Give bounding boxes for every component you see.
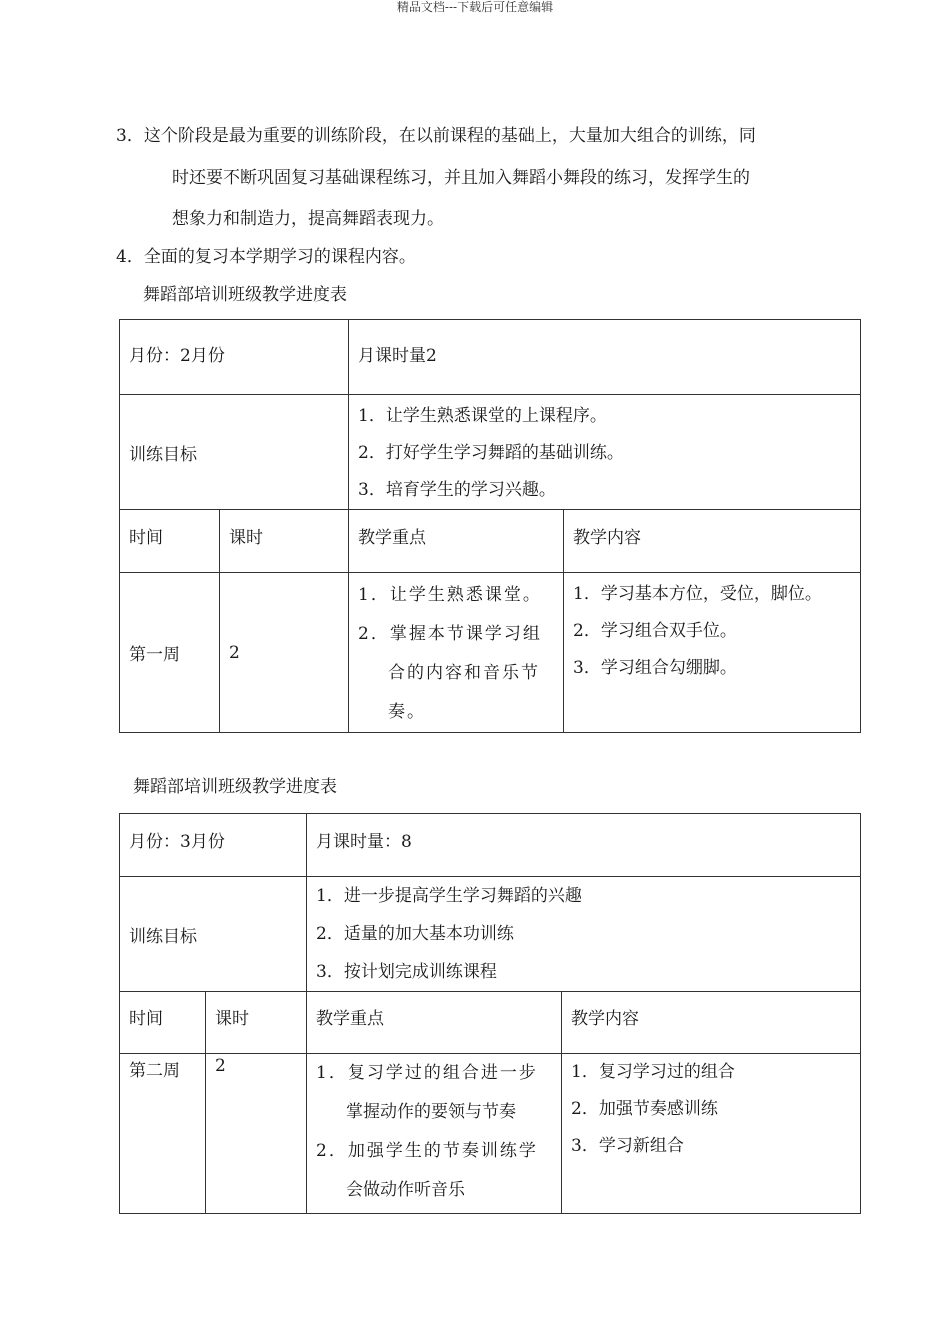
table-row	[120, 1054, 861, 1214]
table1-row-hours-cell	[220, 573, 349, 733]
table1-goal-row	[120, 395, 861, 510]
table1-row-hours: 2	[229, 642, 240, 663]
table1-col-content-cell	[564, 510, 861, 573]
table1-col-hours: 课时	[229, 528, 263, 548]
table2-caption: 舞蹈部培训班级教学进度表	[133, 777, 337, 797]
table2-focus-line: 2．加强学生的节奏训练学	[316, 1141, 538, 1161]
table2-month-row	[120, 814, 861, 877]
table1-col-time: 时间	[129, 528, 163, 548]
table2-col-content-cell	[562, 992, 861, 1054]
table2-week: 第二周	[129, 1061, 180, 1081]
table1-col-focus-cell	[349, 510, 564, 573]
table1-week: 第一周	[129, 645, 180, 665]
table-row	[120, 573, 861, 733]
table1-month-cell	[120, 320, 349, 395]
table2-week-cell	[120, 1054, 206, 1214]
table1-focus-line: 奏。	[388, 702, 427, 722]
table1-focus-line: 1．让学生熟悉课堂。	[358, 585, 542, 605]
table2-col-focus: 教学重点	[316, 1009, 385, 1029]
table2-focus-cell	[307, 1054, 562, 1214]
table1-month-row	[120, 320, 861, 395]
table2-col-hours-cell	[206, 992, 307, 1054]
table1-focus-line: 合的内容和音乐节	[388, 663, 541, 683]
table2-focus-line: 1．复习学过的组合进一步	[316, 1063, 538, 1083]
table2-col-focus-cell	[307, 992, 562, 1054]
table2-content-line: 1．复习学习过的组合	[571, 1062, 735, 1082]
table1-col-focus: 教学重点	[358, 528, 427, 548]
table1-content-line: 1．学习基本方位，受位，脚位。	[573, 584, 822, 604]
table2-col-content: 教学内容	[571, 1009, 640, 1029]
table2-col-hours: 课时	[215, 1009, 249, 1029]
table2-content-line: 3．学习新组合	[571, 1136, 684, 1156]
table1-goals-cell	[349, 395, 861, 510]
paragraph-3-line-2: 时还要不断巩固复习基础课程练习，并且加入舞蹈小舞段的练习，发挥学生的	[172, 168, 750, 188]
table1-col-time-cell	[120, 510, 220, 573]
table1-content-line: 3．学习组合勾绷脚。	[573, 658, 737, 678]
document-header: 精品文档---下载后可任意编辑	[396, 0, 554, 14]
table2-goal-row	[120, 877, 861, 992]
table1-focus-cell	[349, 573, 564, 733]
table1-col-content: 教学内容	[573, 528, 642, 548]
table1-goal-label-cell	[120, 395, 349, 510]
table2-monthly-hours: 月课时量：8	[316, 832, 412, 852]
table2-goals-cell	[307, 877, 861, 992]
table2-focus-line: 会做动作听音乐	[346, 1180, 466, 1200]
schedule-table-march	[119, 813, 861, 1214]
table1-week-cell	[120, 573, 220, 733]
table2-hours-cell	[307, 814, 861, 877]
table2-goal-label: 训练目标	[129, 926, 197, 947]
table1-monthly-hours: 月课时量2	[358, 346, 437, 366]
table2-goal-item: 1．进一步提高学生学习舞蹈的兴趣	[316, 886, 582, 906]
paragraph-3-line-3: 想象力和制造力，提高舞蹈表现力。	[172, 209, 444, 229]
paragraph-4: 4．全面的复习本学期学习的课程内容。	[116, 247, 416, 267]
table2-goal-label-cell	[120, 877, 307, 992]
table2-month: 月份：3月份	[129, 832, 225, 852]
paragraph-3-line-1: 3．这个阶段是最为重要的训练阶段，在以前课程的基础上，大量加大组合的训练，同	[116, 126, 756, 146]
table2-focus-line: 掌握动作的要领与节奏	[346, 1102, 517, 1122]
table1-goal-label: 训练目标	[129, 444, 197, 465]
table1-month: 月份：2月份	[129, 346, 225, 366]
table2-month-cell	[120, 814, 307, 877]
table2-goal-item: 3．按计划完成训练课程	[316, 962, 497, 982]
table2-content-cell	[562, 1054, 861, 1214]
table2-row-hours: 2	[215, 1056, 226, 1076]
table2-row-hours-cell	[206, 1054, 307, 1214]
table1-goal-item: 1．让学生熟悉课堂的上课程序。	[358, 406, 607, 426]
table2-col-time: 时间	[129, 1009, 163, 1029]
table2-content-line: 2．加强节奏感训练	[571, 1099, 718, 1119]
table1-caption: 舞蹈部培训班级教学进度表	[143, 285, 347, 305]
table1-col-hours-cell	[220, 510, 349, 573]
table1-goal-item: 2．打好学生学习舞蹈的基础训练。	[358, 443, 624, 463]
table2-header-row	[120, 992, 861, 1054]
table1-header-row	[120, 510, 861, 573]
table2-goal-item: 2．适量的加大基本功训练	[316, 924, 514, 944]
table1-hours-cell	[349, 320, 861, 395]
table1-content-cell	[564, 573, 861, 733]
table1-focus-line: 2．掌握本节课学习组	[358, 624, 542, 644]
table1-goal-item: 3．培育学生的学习兴趣。	[358, 480, 556, 500]
table2-col-time-cell	[120, 992, 206, 1054]
table1-content-line: 2．学习组合双手位。	[573, 621, 737, 641]
schedule-table-february	[119, 319, 861, 733]
